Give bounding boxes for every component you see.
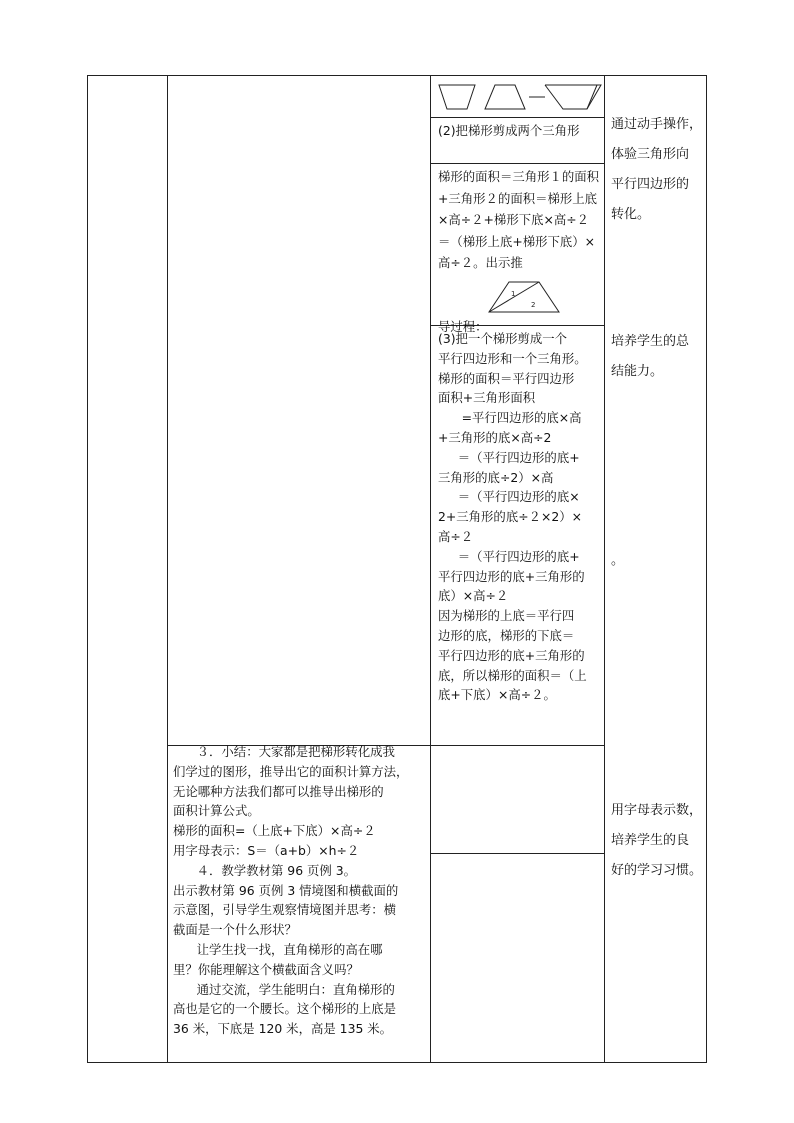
triangle-1-label: 1 — [511, 290, 516, 298]
trapezoid-cutting-figure — [437, 81, 604, 113]
example-line: 里？你能理解这个横截面含义吗？ — [173, 961, 359, 977]
step3-line: ＝（平行四边形的底+ — [438, 449, 580, 465]
step3-line: 三角形的底÷2）×高 — [438, 469, 554, 485]
step3-line: 高÷２ — [438, 528, 474, 544]
step3-line: 底+下底）×高÷２。 — [438, 687, 556, 703]
step3-line: 平行四边形和一个三角形。 — [438, 350, 587, 366]
step3-line: 平行四边形的底+三角形的 — [438, 568, 585, 584]
row-line — [431, 853, 604, 854]
step3-line: 边形的底，梯形的下底＝ — [438, 627, 575, 643]
table-top-border — [87, 75, 707, 76]
step3-block — [438, 329, 604, 705]
design-note-3: 。 — [611, 553, 625, 568]
summary-block — [173, 742, 429, 1039]
example-line: 出示教材第 96 页例 3 情境图和横截面的 — [173, 882, 399, 898]
step3-line: 面积+三角形面积 — [438, 390, 536, 406]
triangle-2-label: 2 — [531, 301, 536, 309]
step3-line: 平行四边形的底+三角形的 — [438, 647, 585, 663]
step3-line: 底，所以梯形的面积＝（上 — [438, 667, 587, 683]
example-line: 36 米，下底是 120 米，高是 135 米。 — [173, 1021, 393, 1037]
design-note-4: 用字母表示数， 培养学生的良 好的学习习惯。 — [611, 803, 703, 878]
summary-line: ３．小结：大家都是把梯形转化成我 — [173, 744, 395, 759]
summary-line: 无论哪种方法我们都可以推导出梯形的 — [173, 783, 384, 799]
design-note-1: 通过动手操作， 体验三角形向 平行四边形的 转化。 — [611, 117, 703, 222]
step3-line: ＝（平行四边形的底+ — [438, 548, 580, 564]
trapezoid-diagonal-figure — [487, 280, 563, 316]
step3-line: =平行四边形的底×高 — [438, 410, 582, 426]
example-line: 截面是一个什么形状？ — [173, 922, 297, 938]
example-line: 通过交流，学生能明白：直角梯形的 — [173, 981, 395, 997]
summary-line: 们学过的图形，推导出它的面积计算方法， — [173, 763, 409, 779]
example-line: 高也是它的一个腰长。这个梯形的上底是 — [173, 1001, 397, 1017]
table-bottom-border — [87, 1062, 707, 1063]
step2-heading: (2)把梯形剪成两个三角形 — [438, 123, 580, 138]
step3-line: +三角形的底×高÷2 — [438, 429, 552, 445]
step3-line: ＝（平行四边形的底× — [438, 489, 580, 505]
design-note-2: 培养学生的总 结能力。 — [611, 334, 690, 379]
step3-line: 梯形的面积＝平行四边形 — [438, 370, 575, 386]
example-line: 示意图，引导学生观察情境图并思考：横 — [173, 902, 397, 918]
step3-line: (3)把一个梯形剪成一个 — [438, 331, 568, 346]
column-divider-2 — [430, 75, 431, 1063]
formula-letters-line: 用字母表示：S＝（a+b）×h÷２ — [173, 842, 360, 858]
trapezoid-shape — [485, 85, 525, 109]
trapezoid-shape — [489, 282, 559, 312]
trapezoid-shape — [439, 85, 475, 109]
column-divider-1 — [167, 75, 168, 1063]
row-line — [431, 117, 604, 118]
formula-line: 梯形的面积=（上底+下底）×高÷２ — [173, 823, 376, 839]
step3-line: 因为梯形的上底＝平行四 — [438, 608, 575, 624]
step3-line: 2+三角形的底÷２×2）× — [438, 509, 583, 525]
table-right-border — [706, 75, 707, 1063]
summary-line: 面积计算公式。 — [173, 803, 260, 819]
step3-line: 底）×高÷２ — [438, 588, 509, 604]
table-left-border — [87, 75, 88, 1063]
step2-body: 梯形的面积＝三角形１的面积+三角形２的面积＝梯形上底×高÷２+梯形下底×高÷２＝（梯形上底+梯形下底）×高÷２。出示推 — [438, 169, 600, 270]
example-heading: ４．教学教材第 96 页例 3。 — [173, 862, 357, 878]
column-divider-3 — [604, 75, 605, 1063]
example-line: 让学生找一找，直角梯形的高在哪 — [173, 941, 383, 957]
trapezoid-shape — [545, 85, 601, 109]
cut-line — [587, 85, 597, 109]
figure-label-prefix: 导过程： — [438, 318, 488, 334]
row-line — [431, 163, 604, 164]
